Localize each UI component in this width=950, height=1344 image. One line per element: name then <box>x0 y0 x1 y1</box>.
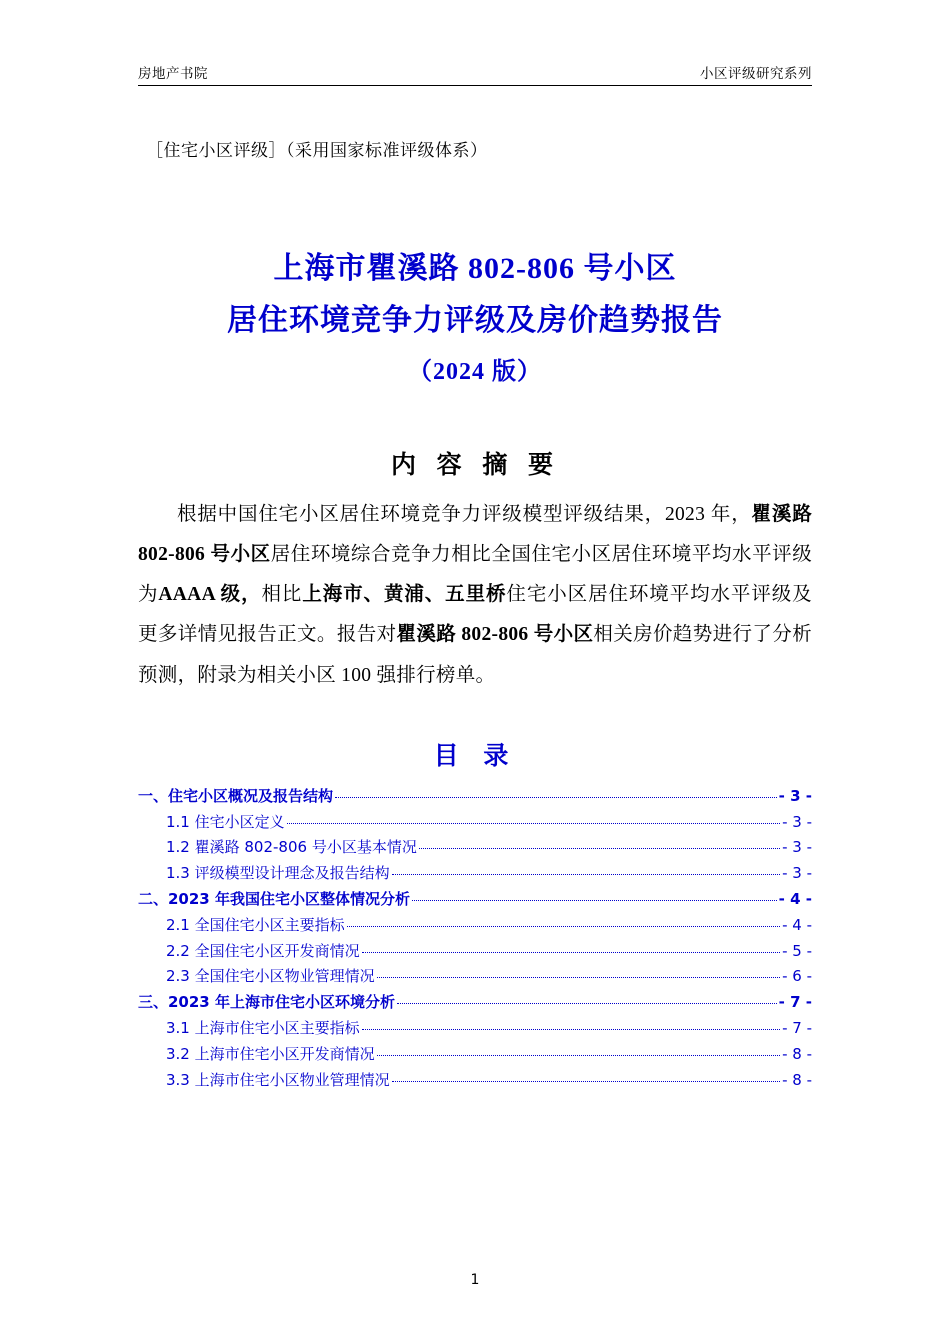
running-header <box>138 62 812 88</box>
report-title-line-2: 居住环境竞争力评级及房价趋势报告 <box>227 303 723 337</box>
toc-heading: 目 录 <box>433 740 517 770</box>
report-title-line-1: 上海市瞿溪路 802-806 号小区 <box>273 252 677 285</box>
abstract-paragraph <box>138 495 812 696</box>
toc-entry-page: - 3 - <box>782 838 812 857</box>
abstract-text-i: 相关房价趋势进行了分析预测，附录为相关小区 100 强排行榜单。 <box>138 624 812 686</box>
toc-leader-dots <box>287 813 780 824</box>
toc-leader-dots <box>362 1019 780 1030</box>
toc-entry-label: 2.2 全国住宅小区开发商情况 <box>166 941 360 960</box>
toc-entry[interactable] <box>138 1042 812 1068</box>
header-rule <box>138 85 812 86</box>
toc-leader-dots <box>392 1071 780 1082</box>
toc-entry-page: - 8 - <box>782 1070 812 1089</box>
toc-entry-label: 3.3 上海市住宅小区物业管理情况 <box>166 1070 390 1089</box>
abstract-heading: 内 容 摘 要 <box>390 449 560 479</box>
header-left-text: 房地产书院 <box>138 66 208 82</box>
toc-entry-label: 1.3 评级模型设计理念及报告结构 <box>166 864 390 883</box>
toc-entry-page: - 3 - <box>782 864 812 883</box>
header-right-text: 小区评级研究系列 <box>700 66 812 82</box>
toc-entry[interactable] <box>138 939 812 965</box>
abstract-community-name-1: 瞿溪路 802-806 号小区 <box>138 503 812 566</box>
toc-entry-label: 一、住宅小区概况及报告结构 <box>138 786 334 805</box>
toc-entry-page: - 7 - <box>778 993 812 1012</box>
toc-entry-page: - 7 - <box>782 1018 812 1037</box>
toc-entry[interactable] <box>138 1068 812 1094</box>
toc-entry-label: 3.2 上海市住宅小区开发商情况 <box>166 1044 375 1063</box>
toc-leader-dots <box>362 942 780 953</box>
page-number: 1 <box>470 1272 480 1288</box>
abstract-community-name-2: 瞿溪路 802-806 号小区 <box>396 624 594 646</box>
report-category-line: ［住宅小区评级］（采用国家标准评级体系） <box>146 141 488 160</box>
toc-leader-dots <box>412 890 777 901</box>
abstract-region-names: 上海市、黄浦、五里桥 <box>302 584 507 606</box>
toc-entry[interactable] <box>138 810 812 836</box>
toc-entry[interactable] <box>138 964 812 990</box>
report-title-version: （2024 版） <box>408 359 542 386</box>
toc-entry[interactable] <box>138 887 812 913</box>
toc-entry-label: 2.1 全国住宅小区主要指标 <box>166 915 345 934</box>
toc-entry[interactable] <box>138 1016 812 1042</box>
toc-leader-dots <box>419 838 780 849</box>
toc-entry[interactable] <box>138 784 812 810</box>
toc-entry-label: 1.2 瞿溪路 802-806 号小区基本情况 <box>166 838 417 857</box>
toc-entry[interactable] <box>138 913 812 939</box>
toc-entry-page: - 4 - <box>778 889 812 908</box>
toc-entry[interactable] <box>138 990 812 1016</box>
toc-entry-label: 1.1 住宅小区定义 <box>166 812 285 831</box>
toc-entry[interactable] <box>138 861 812 887</box>
toc-entry-page: - 8 - <box>782 1044 812 1063</box>
toc-leader-dots <box>377 1045 780 1056</box>
toc-entry-page: - 3 - <box>782 812 812 831</box>
document-content <box>138 120 812 1093</box>
toc-entry-label: 三、2023 年上海市住宅小区环境分析 <box>138 993 395 1012</box>
abstract-text-g: 住宅小区居住环境平均水平评级及更多详情见报告正文。报告对 <box>138 584 812 646</box>
toc-leader-dots <box>335 787 777 798</box>
toc-leader-dots <box>392 864 780 875</box>
toc-entry-page: - 6 - <box>782 967 812 986</box>
toc-entry-page: - 3 - <box>778 786 812 805</box>
toc-entry-label: 3.1 上海市住宅小区主要指标 <box>166 1018 360 1037</box>
toc-entry[interactable] <box>138 835 812 861</box>
table-of-contents <box>138 784 812 1094</box>
report-title-block <box>138 243 812 393</box>
abstract-text-c: 居住环境综合竞争力相比全国住宅小区居住环境平均水平评级为 <box>138 544 812 606</box>
toc-leader-dots <box>347 916 780 927</box>
abstract-text-a: 根据中国住宅小区居住环境竞争力评级模型评级结果，2023 年， <box>177 503 752 525</box>
toc-entry-page: - 4 - <box>782 915 812 934</box>
toc-entry-label: 二、2023 年我国住宅小区整体情况分析 <box>138 889 410 908</box>
toc-leader-dots <box>397 993 777 1004</box>
toc-entry-page: - 5 - <box>782 941 812 960</box>
abstract-text-e: 相比 <box>261 584 303 606</box>
toc-leader-dots <box>377 967 780 978</box>
toc-entry-label: 2.3 全国住宅小区物业管理情况 <box>166 967 375 986</box>
abstract-rating: AAAA 级， <box>158 584 262 606</box>
